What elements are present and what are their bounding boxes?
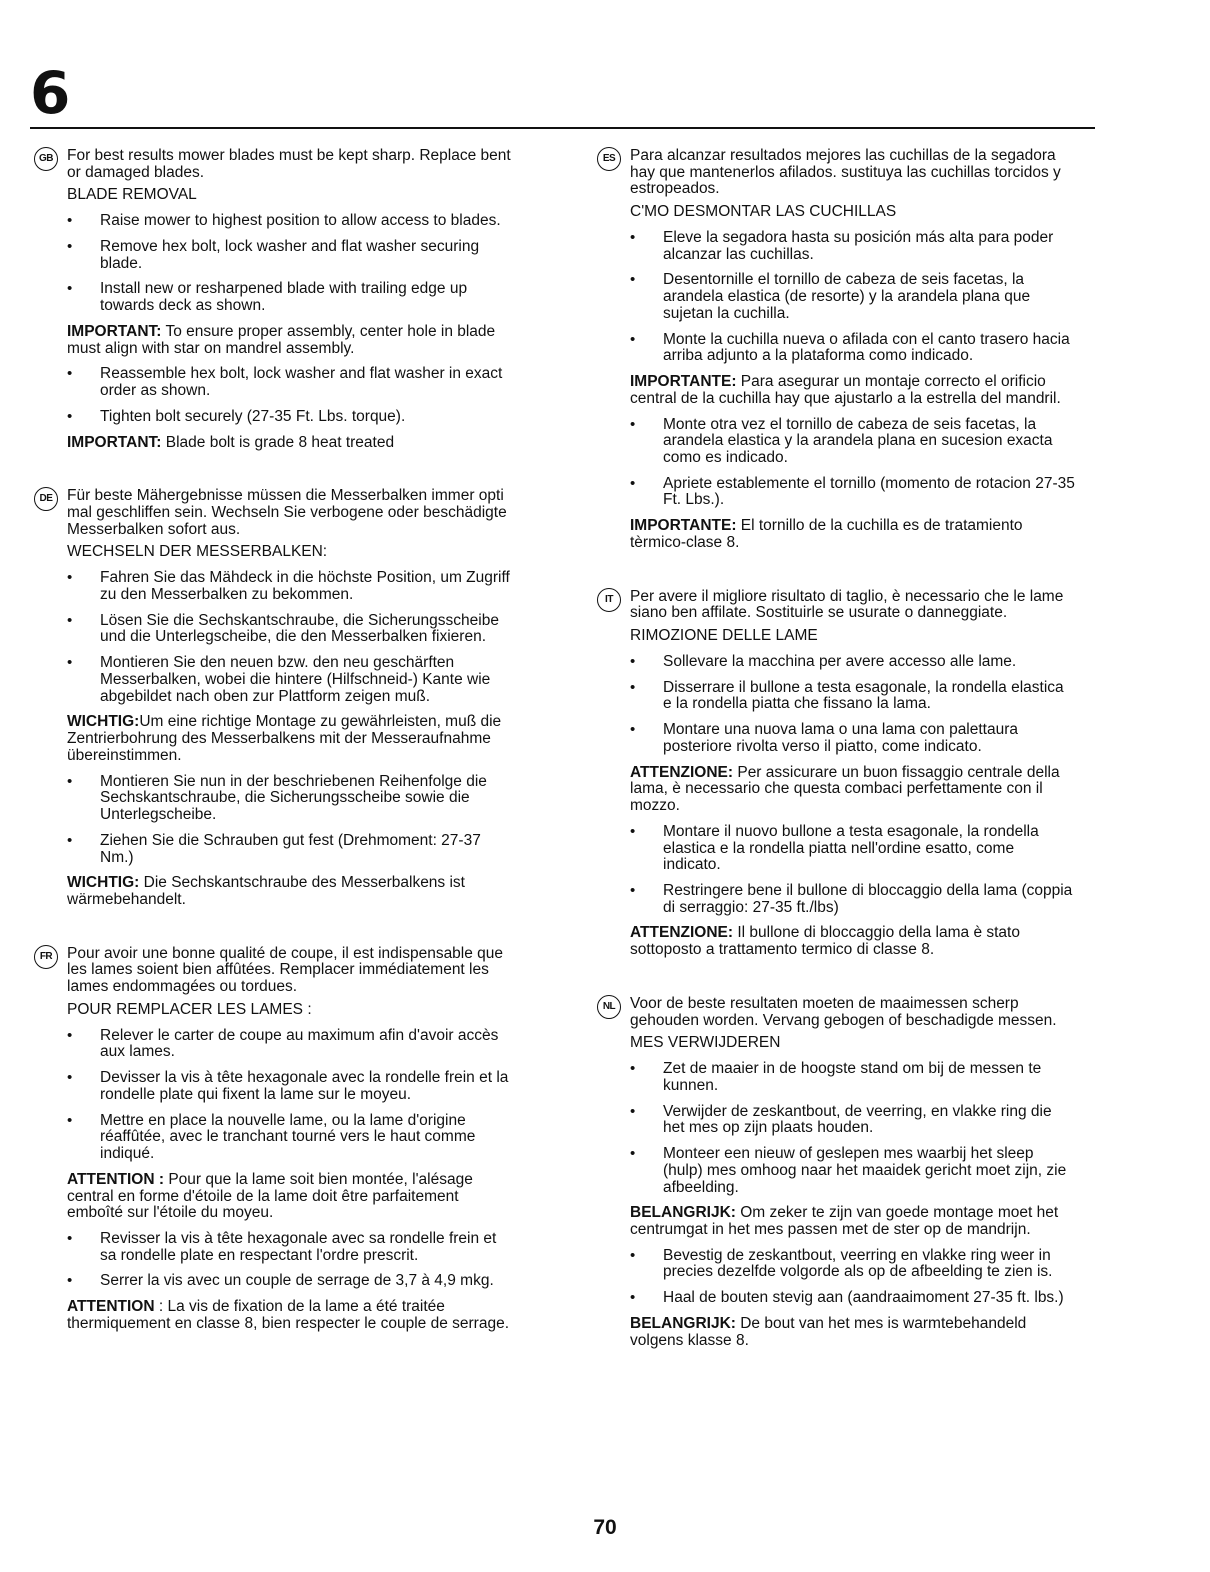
list-item: • Montare il nuovo bullone a testa esagonale, la rondella elastica e la rondella piatta nell'ordine esatto, come indicato. <box>630 824 1075 874</box>
list-item: • Serrer la vis avec un couple de serrage de 3,7 à 4,9 mkg. <box>67 1273 512 1290</box>
list-item: • Montieren Sie nun in der beschriebenen Reihenfolge die Sechskantschraube, die Sicherungsscheibe sowie die Unterlegscheibe. <box>67 774 512 824</box>
note-text: To ensure proper assembly, center hole in blade must align with star on mandrel assembly. <box>67 322 496 357</box>
note-label: WICHTIG: <box>67 874 140 892</box>
section-gb <box>34 148 512 451</box>
note-text: Die Sechskantschraube des Messerbalkens ist wärmebehandelt. <box>67 874 465 908</box>
step-list <box>630 230 1075 365</box>
section-heading: RIMOZIONE DELLE LAME <box>630 627 818 645</box>
note-label: ATTENZIONE: <box>630 924 734 942</box>
header-rule <box>30 127 1095 129</box>
note-label: BELANGRIJK: <box>630 1204 736 1222</box>
language-badge-gb-icon: GB <box>34 147 58 171</box>
intro-text: Pour avoir une bonne qualité de coupe, il est indispensable que les lames soient bien affûtées. Remplacer immédiatement les lames endommagées ou tordues. <box>67 944 504 996</box>
note-label: IMPORTANT: <box>67 322 162 340</box>
list-item: • Monteer een nieuw of geslepen mes waarbij het sleep (hulp) mes omhoog naar het maaidek gericht moet zijn, zie afbeelding. <box>630 1146 1075 1196</box>
list-item: • Ziehen Sie die Schrauben gut fest (Drehmoment: 27-37 Nm.) <box>67 833 512 866</box>
important-note <box>67 714 512 764</box>
language-badge-nl-icon: NL <box>597 995 621 1019</box>
intro-text: Voor de beste resultaten moeten de maaimessen scherp gehouden worden. Vervang gebogen of beschadigde messen. <box>630 994 1057 1029</box>
list-item: • Verwijder de zeskantbout, de veerring, en vlakke ring die het mes op zijn plaats houden. <box>630 1104 1075 1137</box>
list-item: • Lösen Sie die Sechskantschraube, die Sicherungsscheibe und die Unterlegscheibe, die den Messerbalken fixieren. <box>67 613 512 646</box>
step-list <box>67 774 512 867</box>
section-nl <box>597 996 1075 1349</box>
section-heading: BLADE REMOVAL <box>67 186 197 204</box>
intro-text: Per avere il migliore risultato di taglio, è necessario che le lame siano ben affilate. Sostituirle se usurate o danneggiate. <box>630 587 1064 622</box>
note-label: ATTENZIONE: <box>630 763 734 781</box>
list-item: • Install new or resharpened blade with trailing edge up towards deck as shown. <box>67 281 512 314</box>
step-list <box>67 213 512 315</box>
list-item: • Haal de bouten stevig aan (aandraaimoment 27-35 ft. lbs.) <box>630 1290 1075 1307</box>
section-fr <box>34 946 512 1333</box>
note-label: WICHTIG: <box>67 713 140 731</box>
note-text: Om zeker te zijn van goede montage moet het centrumgat in het mes passen met de ster op de mandrijn. <box>630 1204 1059 1238</box>
note-text: El tornillo de la cuchilla es de tratamiento tèrmico-clase 8. <box>630 517 1023 551</box>
step-list <box>630 417 1075 510</box>
list-item: • Eleve la segadora hasta su posición más alta para poder alcanzar las cuchillas. <box>630 230 1075 263</box>
section-es <box>597 148 1075 552</box>
note-text: Pour que la lame soit bien montée, l'alésage central en forme d'étoile de la lame doit être parfaitement emboîté sur l'étoile du moyeu. <box>67 1170 473 1222</box>
important-note <box>630 518 1075 551</box>
note-text: Il bullone di bloccaggio della lama è stato sottoposto a trattamento termico di classe 8. <box>630 924 1020 959</box>
important-note <box>67 1172 512 1222</box>
section-heading: C'MO DESMONTAR LAS CUCHILLAS <box>630 203 897 221</box>
list-item: • Montare una nuova lama o una lama con palettaura posteriore rivolta verso il piatto, come indicato. <box>630 722 1075 755</box>
note-text: Blade bolt is grade 8 heat treated <box>161 433 395 451</box>
important-note <box>630 1205 1075 1238</box>
page-number: 70 <box>593 1516 617 1539</box>
language-badge-it-icon: IT <box>597 588 621 612</box>
right-column <box>597 148 1075 1358</box>
important-note <box>630 374 1075 407</box>
list-item: • Montieren Sie den neuen bzw. den neu geschärften Messerbalken, wobei die hintere (Hilfschneid-) Kante wie abgebildet nach oben zur Plattform zeigen muß. <box>67 655 512 705</box>
list-item: • Tighten bolt securely (27-35 Ft. Lbs. torque). <box>67 409 512 426</box>
note-label: IMPORTANTE: <box>630 517 737 535</box>
important-note <box>630 765 1075 815</box>
step-list <box>67 570 512 705</box>
note-label: IMPORTANTE: <box>630 373 737 391</box>
important-note <box>67 875 512 908</box>
list-item: • Sollevare la macchina per avere accesso alle lame. <box>630 654 1075 671</box>
important-note <box>67 1299 512 1332</box>
note-text: : La vis de fixation de la lame a été traitée thermiquement en classe 8, bien respecter le couple de serrage. <box>67 1298 509 1332</box>
language-badge-de-icon: DE <box>34 487 58 511</box>
step-list <box>67 1231 512 1290</box>
intro-text: Para alcanzar resultados mejores las cuchillas de la segadora hay que mantenerlos afilados. sustituya las cuchillas torcidos y estropeados. <box>630 147 1061 198</box>
section-it <box>597 589 1075 959</box>
list-item: • Disserrare il bullone a testa esagonale, la rondella elastica e la rondella piatta che fissano la lama. <box>630 680 1075 713</box>
step-list <box>630 1248 1075 1307</box>
note-text: De bout van het mes is warmtebehandeld volgens klasse 8. <box>630 1314 1027 1349</box>
list-item: • Reassemble hex bolt, lock washer and flat washer in exact order as shown. <box>67 366 512 399</box>
list-item: • Revisser la vis à tête hexagonale avec sa rondelle frein et sa rondelle plate en respectant l'ordre prescrit. <box>67 1231 512 1264</box>
intro-text: For best results mower blades must be kept sharp. Replace bent or damaged blades. <box>67 147 511 181</box>
important-note <box>67 435 512 452</box>
note-label: IMPORTANT: <box>67 433 162 451</box>
step-list <box>630 1061 1075 1196</box>
list-item: • Fahren Sie das Mähdeck in die höchste Position, um Zugriff zu den Messerbalken zu bekommen. <box>67 570 512 603</box>
important-note <box>630 925 1075 958</box>
list-item: • Zet de maaier in de hoogste stand om bij de messen te kunnen. <box>630 1061 1075 1094</box>
intro-text: Für beste Mähergebnisse müssen die Messerbalken immer opti mal geschliffen sein. Wechseln Sie verbogene oder beschädigte Messerbalken sofort aus. <box>67 487 507 538</box>
section-heading: MES VERWIJDEREN <box>630 1034 781 1052</box>
step-list <box>630 654 1075 756</box>
important-note <box>67 324 512 357</box>
language-badge-fr-icon: FR <box>34 945 58 969</box>
list-item: • Apriete establemente el tornillo (momento de rotacion 27-35 Ft. Lbs.). <box>630 476 1075 509</box>
important-note <box>630 1316 1075 1349</box>
note-label: BELANGRIJK: <box>630 1314 736 1332</box>
step-list <box>630 824 1075 917</box>
section-de <box>34 488 512 908</box>
note-label: ATTENTION : <box>67 1170 165 1188</box>
list-item: • Desentornille el tornillo de cabeza de seis facetas, la arandela elastica (de resorte) y la arandela plana que sujetan la cuchilla. <box>630 272 1075 322</box>
section-heading: POUR REMPLACER LES LAMES : <box>67 1000 312 1018</box>
note-text: Per assicurare un buon fissaggio centrale della lama, è necessario che questa combaci perfettamente con il mozzo. <box>630 763 1060 815</box>
list-item: • Relever le carter de coupe au maximum afin d'avoir accès aux lames. <box>67 1028 512 1061</box>
list-item: • Monte la cuchilla nueva o afilada con el canto trasero hacia arriba adjunto a la plataforma como indicado. <box>630 332 1075 365</box>
note-text: Para asegurar un montaje correcto el orificio central de la cuchilla hay que ajustarlo a la estrella del mandril. <box>630 373 1061 407</box>
section-heading: WECHSELN DER MESSERBALKEN: <box>67 543 328 561</box>
left-column <box>34 148 512 1342</box>
list-item: • Monte otra vez el tornillo de cabeza de seis facetas, la arandela elastica y la arandela plana en sucesion exacta como es indicado. <box>630 417 1075 467</box>
list-item: • Raise mower to highest position to allow access to blades. <box>67 213 512 230</box>
note-text: Um eine richtige Montage zu gewährleisten, muß die Zentrierbohrung des Messerbalkens mit der Messeraufnahme übereinstimmen. <box>67 713 502 764</box>
note-label: ATTENTION <box>67 1298 155 1316</box>
chapter-number: 6 <box>30 59 71 127</box>
language-badge-es-icon: ES <box>597 147 621 171</box>
list-item: • Restringere bene il bullone di bloccaggio della lama (coppia di serraggio: 27-35 ft./lbs) <box>630 883 1075 916</box>
list-item: • Bevestig de zeskantbout, veerring en vlakke ring weer in precies dezelfde volgorde als op de afbeelding te zien is. <box>630 1248 1075 1281</box>
list-item: • Remove hex bolt, lock washer and flat washer securing blade. <box>67 239 512 272</box>
list-item: • Mettre en place la nouvelle lame, ou la lame d'origine réaffûtée, avec le tranchant tourné vers le haut comme indiqué. <box>67 1113 512 1163</box>
step-list <box>67 366 512 425</box>
step-list <box>67 1028 512 1163</box>
list-item: • Devisser la vis à tête hexagonale avec la rondelle frein et la rondelle plate qui fixent la lame sur le moyeu. <box>67 1070 512 1103</box>
